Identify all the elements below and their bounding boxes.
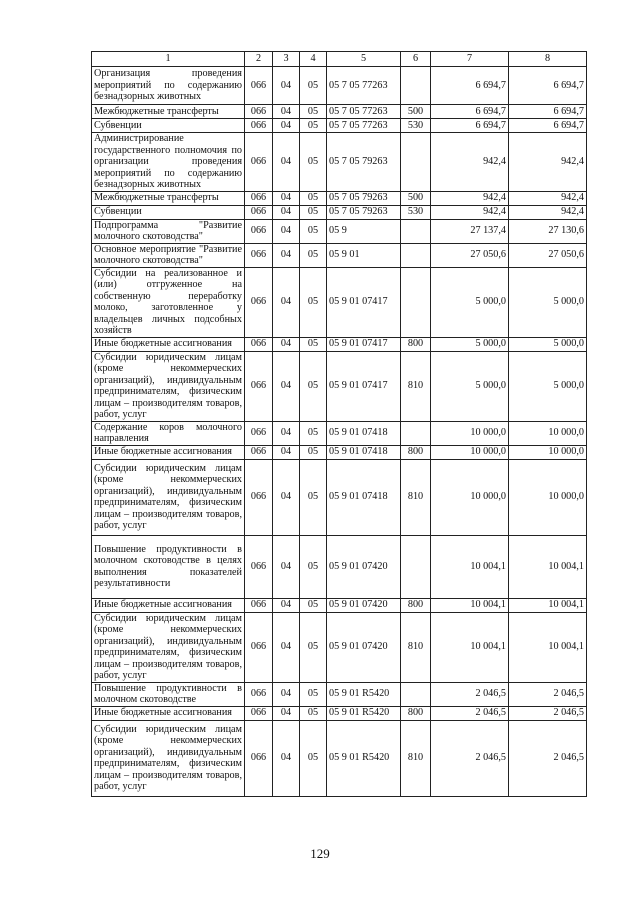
subsection-code: 05 [300,119,327,133]
amount-col8: 2 046,5 [509,720,587,796]
amount-col8: 6 694,7 [509,119,587,133]
admin-code: 066 [245,243,273,267]
amount-col7: 10 000,0 [431,421,509,445]
admin-code: 066 [245,612,273,682]
target-article: 05 7 05 77263 [327,119,401,133]
amount-col7: 10 004,1 [431,612,509,682]
amount-col7: 942,4 [431,133,509,192]
section-code: 04 [273,191,300,205]
expense-type: 530 [401,205,431,219]
admin-code: 066 [245,119,273,133]
row-name: Субсидии юридическим лицам (кроме некоммерческих организаций), индивидуальным предпринимателям, физическим лицам – производителям товаров, работ, услуг [92,612,245,682]
subsection-code: 05 [300,445,327,459]
expense-type [401,682,431,706]
subsection-code: 05 [300,612,327,682]
amount-col8: 942,4 [509,205,587,219]
table-row [92,243,587,267]
target-article: 05 9 [327,219,401,243]
admin-code: 066 [245,459,273,535]
amount-col8: 10 004,1 [509,598,587,612]
expense-type: 800 [401,337,431,351]
table-row [92,612,587,682]
admin-code: 066 [245,267,273,337]
amount-col7: 942,4 [431,191,509,205]
amount-col7: 2 046,5 [431,720,509,796]
admin-code: 066 [245,706,273,720]
section-code: 04 [273,351,300,421]
target-article: 05 9 01 07420 [327,612,401,682]
subsection-code: 05 [300,243,327,267]
row-name: Субсидии юридическим лицам (кроме некоммерческих организаций), индивидуальным предпринимателям, физическим лицам – производителям товаров, работ, услуг [92,720,245,796]
header-row [92,52,587,67]
row-name: Субвенции [92,205,245,219]
col-header: 6 [401,52,431,67]
expense-type [401,243,431,267]
col-header: 4 [300,52,327,67]
row-name: Организация проведения мероприятий по содержанию безнадзорных животных [92,67,245,105]
row-name: Субсидии юридическим лицам (кроме некоммерческих организаций), индивидуальным предпринимателям, физическим лицам – производителям товаров, работ, услуг [92,351,245,421]
subsection-code: 05 [300,459,327,535]
admin-code: 066 [245,720,273,796]
target-article: 05 9 01 07418 [327,445,401,459]
col-header: 7 [431,52,509,67]
row-name: Субсидии на реализованное и (или) отгруженное на собственную переработку молоко, заготовленное у владельцев личных подсобных хозяйств [92,267,245,337]
expense-type: 810 [401,459,431,535]
admin-code: 066 [245,133,273,192]
section-code: 04 [273,337,300,351]
row-name: Межбюджетные трансферты [92,191,245,205]
amount-col7: 2 046,5 [431,682,509,706]
section-code: 04 [273,612,300,682]
target-article: 05 9 01 [327,243,401,267]
row-name: Иные бюджетные ассигнования [92,445,245,459]
amount-col7: 2 046,5 [431,706,509,720]
amount-col7: 10 000,0 [431,459,509,535]
amount-col7: 5 000,0 [431,267,509,337]
admin-code: 066 [245,67,273,105]
amount-col7: 5 000,0 [431,337,509,351]
budget-table [91,51,587,797]
subsection-code: 05 [300,421,327,445]
admin-code: 066 [245,535,273,598]
admin-code: 066 [245,351,273,421]
section-code: 04 [273,598,300,612]
target-article: 05 9 01 07417 [327,351,401,421]
row-name: Иные бюджетные ассигнования [92,706,245,720]
subsection-code: 05 [300,706,327,720]
target-article: 05 9 01 R5420 [327,706,401,720]
amount-col7: 10 004,1 [431,598,509,612]
expense-type: 500 [401,105,431,119]
table-body [92,67,587,797]
expense-type: 800 [401,598,431,612]
section-code: 04 [273,219,300,243]
col-header: 1 [92,52,245,67]
admin-code: 066 [245,682,273,706]
amount-col8: 5 000,0 [509,337,587,351]
amount-col8: 6 694,7 [509,105,587,119]
subsection-code: 05 [300,267,327,337]
amount-col7: 5 000,0 [431,351,509,421]
expense-type: 800 [401,706,431,720]
row-name: Иные бюджетные ассигнования [92,598,245,612]
expense-type: 530 [401,119,431,133]
amount-col8: 10 004,1 [509,612,587,682]
admin-code: 066 [245,219,273,243]
page-number: 129 [310,846,330,861]
amount-col7: 10 004,1 [431,535,509,598]
expense-type [401,267,431,337]
table-row [92,133,587,192]
expense-type: 810 [401,612,431,682]
amount-col8: 5 000,0 [509,351,587,421]
row-name: Содержание коров молочного направления [92,421,245,445]
target-article: 05 7 05 79263 [327,191,401,205]
table-row [92,682,587,706]
expense-type [401,421,431,445]
target-article: 05 7 05 77263 [327,105,401,119]
amount-col7: 6 694,7 [431,119,509,133]
subsection-code: 05 [300,133,327,192]
expense-type: 810 [401,720,431,796]
section-code: 04 [273,133,300,192]
section-code: 04 [273,445,300,459]
target-article: 05 9 01 07417 [327,267,401,337]
section-code: 04 [273,243,300,267]
table-row [92,459,587,535]
amount-col8: 2 046,5 [509,706,587,720]
amount-col8: 27 050,6 [509,243,587,267]
amount-col7: 27 050,6 [431,243,509,267]
row-name: Подпрограмма "Развитие молочного скотоводства" [92,219,245,243]
target-article: 05 9 01 07417 [327,337,401,351]
col-header: 2 [245,52,273,67]
row-name: Субвенции [92,119,245,133]
table-row [92,706,587,720]
subsection-code: 05 [300,351,327,421]
admin-code: 066 [245,191,273,205]
amount-col8: 2 046,5 [509,682,587,706]
amount-col8: 10 000,0 [509,421,587,445]
section-code: 04 [273,119,300,133]
subsection-code: 05 [300,535,327,598]
target-article: 05 9 01 R5420 [327,682,401,706]
expense-type [401,535,431,598]
table-row [92,105,587,119]
row-name: Повышение продуктивности в молочном скотоводстве [92,682,245,706]
amount-col7: 6 694,7 [431,67,509,105]
row-name: Субсидии юридическим лицам (кроме некоммерческих организаций), индивидуальным предпринимателям, физическим лицам – производителям товаров, работ, услуг [92,459,245,535]
target-article: 05 9 01 07418 [327,459,401,535]
table-row [92,205,587,219]
row-name: Повышение продуктивности в молочном скотоводстве в целях выполнения показателей результативности [92,535,245,598]
amount-col7: 10 000,0 [431,445,509,459]
subsection-code: 05 [300,720,327,796]
target-article: 05 9 01 07420 [327,598,401,612]
amount-col8: 6 694,7 [509,67,587,105]
amount-col7: 27 137,4 [431,219,509,243]
amount-col8: 942,4 [509,191,587,205]
section-code: 04 [273,105,300,119]
amount-col8: 10 000,0 [509,445,587,459]
table-row [92,119,587,133]
admin-code: 066 [245,598,273,612]
table-row [92,219,587,243]
col-header: 5 [327,52,401,67]
amount-col8: 5 000,0 [509,267,587,337]
subsection-code: 05 [300,67,327,105]
amount-col7: 6 694,7 [431,105,509,119]
col-header: 8 [509,52,587,67]
amount-col8: 942,4 [509,133,587,192]
expense-type: 800 [401,445,431,459]
section-code: 04 [273,205,300,219]
admin-code: 066 [245,105,273,119]
expense-type: 810 [401,351,431,421]
amount-col7: 942,4 [431,205,509,219]
table-row [92,351,587,421]
section-code: 04 [273,535,300,598]
table-row [92,535,587,598]
section-code: 04 [273,706,300,720]
expense-type: 500 [401,191,431,205]
expense-type [401,133,431,192]
admin-code: 066 [245,421,273,445]
subsection-code: 05 [300,219,327,243]
table-row [92,337,587,351]
table-row [92,445,587,459]
table-row [92,267,587,337]
subsection-code: 05 [300,105,327,119]
amount-col8: 10 000,0 [509,459,587,535]
admin-code: 066 [245,205,273,219]
admin-code: 066 [245,445,273,459]
table-row [92,191,587,205]
subsection-code: 05 [300,191,327,205]
section-code: 04 [273,720,300,796]
section-code: 04 [273,67,300,105]
row-name: Администрирование государственного полномочия по организации проведения мероприятий по содержанию безнадзорных животных [92,133,245,192]
subsection-code: 05 [300,682,327,706]
row-name: Основное мероприятие "Развитие молочного скотоводства" [92,243,245,267]
target-article: 05 9 01 07418 [327,421,401,445]
section-code: 04 [273,459,300,535]
table-row [92,67,587,105]
target-article: 05 7 05 79263 [327,205,401,219]
subsection-code: 05 [300,598,327,612]
target-article: 05 7 05 77263 [327,67,401,105]
expense-type [401,67,431,105]
amount-col8: 27 130,6 [509,219,587,243]
section-code: 04 [273,421,300,445]
target-article: 05 9 01 R5420 [327,720,401,796]
target-article: 05 7 05 79263 [327,133,401,192]
section-code: 04 [273,267,300,337]
table-row [92,598,587,612]
admin-code: 066 [245,337,273,351]
row-name: Межбюджетные трансферты [92,105,245,119]
table-row [92,720,587,796]
table-row [92,421,587,445]
amount-col8: 10 004,1 [509,535,587,598]
target-article: 05 9 01 07420 [327,535,401,598]
col-header: 3 [273,52,300,67]
section-code: 04 [273,682,300,706]
expense-type [401,219,431,243]
subsection-code: 05 [300,205,327,219]
subsection-code: 05 [300,337,327,351]
row-name: Иные бюджетные ассигнования [92,337,245,351]
